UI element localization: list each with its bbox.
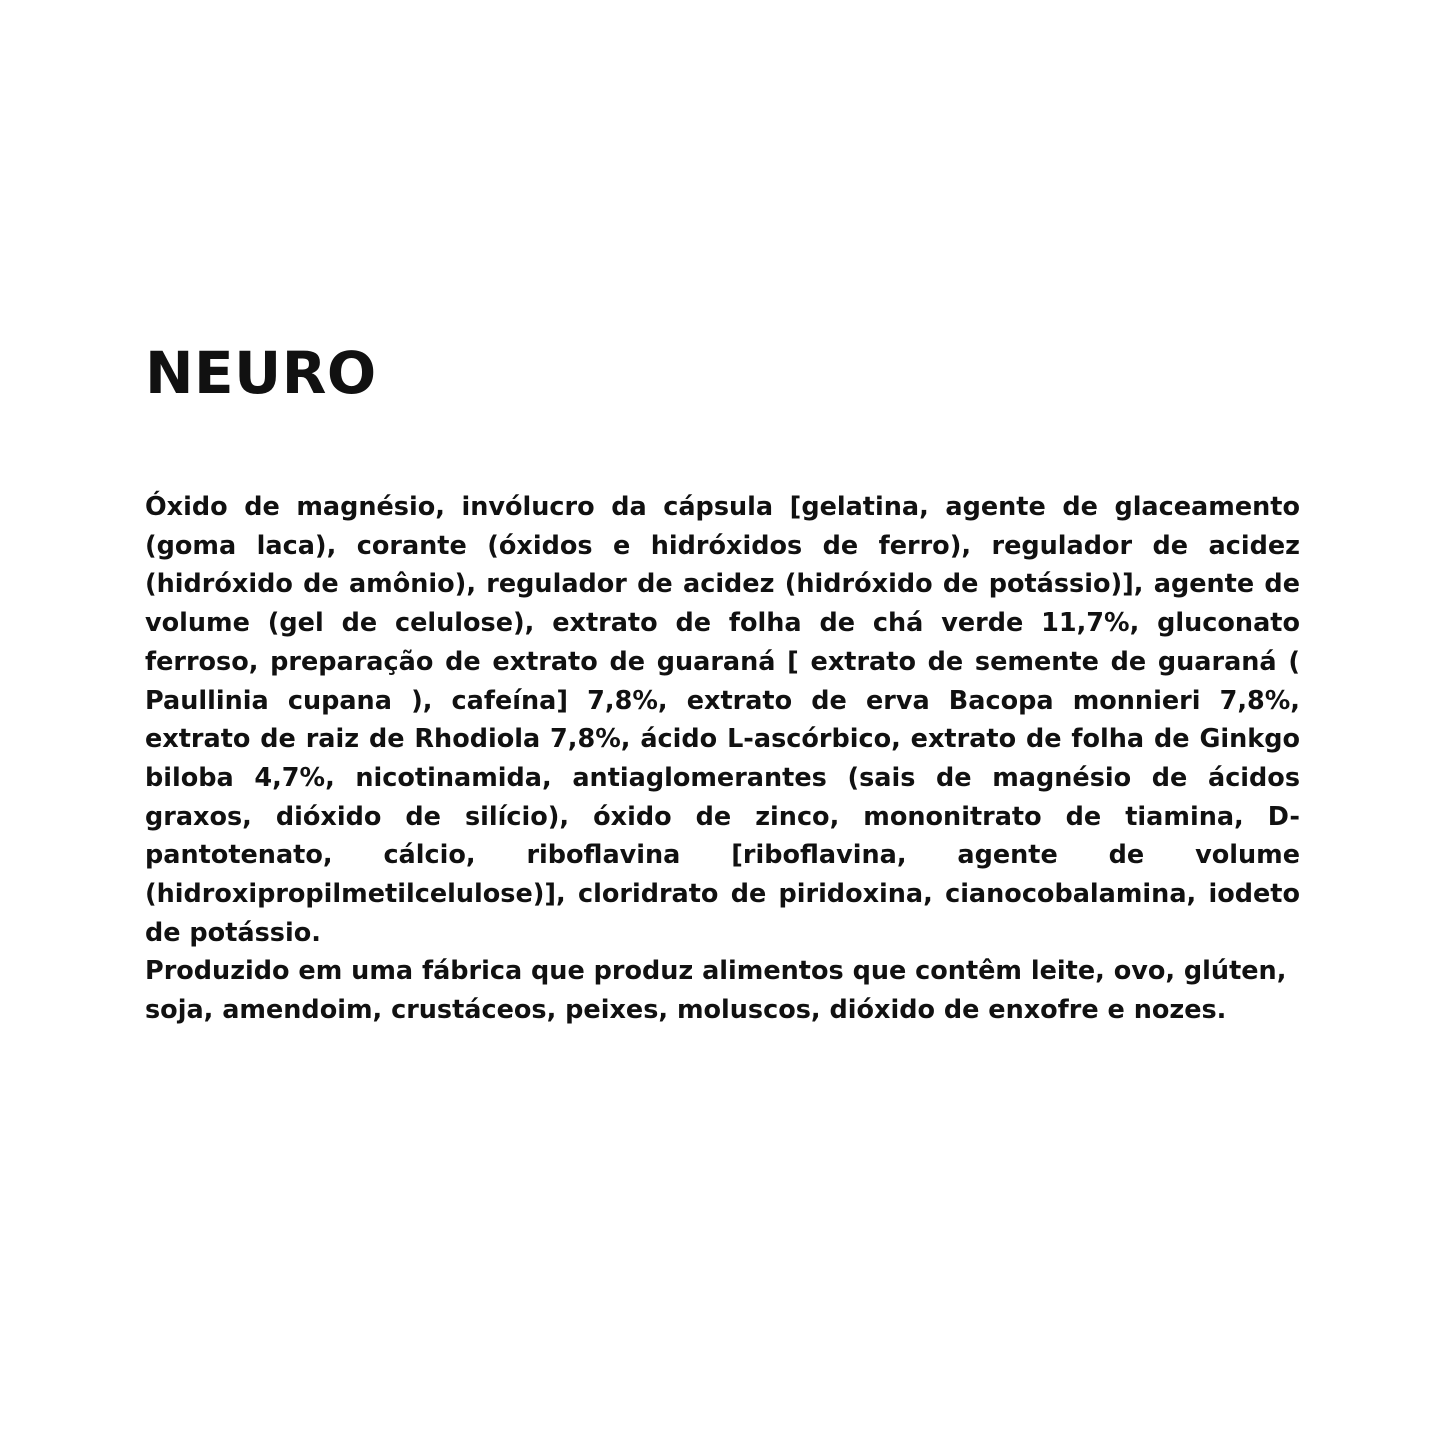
product-title: NEURO bbox=[145, 339, 377, 407]
ingredients-paragraph: Óxido de magnésio, invólucro da cápsula [gelatina, agente de glaceamento (goma laca), corante (óxidos e hidróxidos de ferro), regulador de acidez (hidróxido de amônio), regulador de acidez (hidróxido de potássio)], agente de volume (gel de celulose), extrato de folha de chá verde 11,7%, gluconato ferroso, preparação de extrato de guaraná [ extrato de semente de guaraná ( Paullinia cupana ), cafeína] 7,8%, extrato de erva Bacopa monnieri 7,8%, extrato de raiz de Rhodiola 7,8%, ácido L-ascórbico, extrato de folha de Ginkgo biloba 4,7%, nicotinamida, antiaglomerantes (sais de magnésio de ácidos graxos, dióxido de silício), óxido de zinco, mononitrato de tiamina, D-pantotenato, cálcio, riboflavina [riboflavina, agente de volume (hidroxipropilmetilcelulose)], cloridrato de piridoxina, cianocobalamina, iodeto de potássio. bbox=[145, 492, 1300, 948]
allergen-notice: Produzido em uma fábrica que produz alimentos que contêm leite, ovo, glúten, soja, amendoim, crustáceos, peixes, moluscos, dióxido de enxofre e nozes. bbox=[145, 956, 1287, 1026]
label-document bbox=[145, 340, 1300, 1030]
